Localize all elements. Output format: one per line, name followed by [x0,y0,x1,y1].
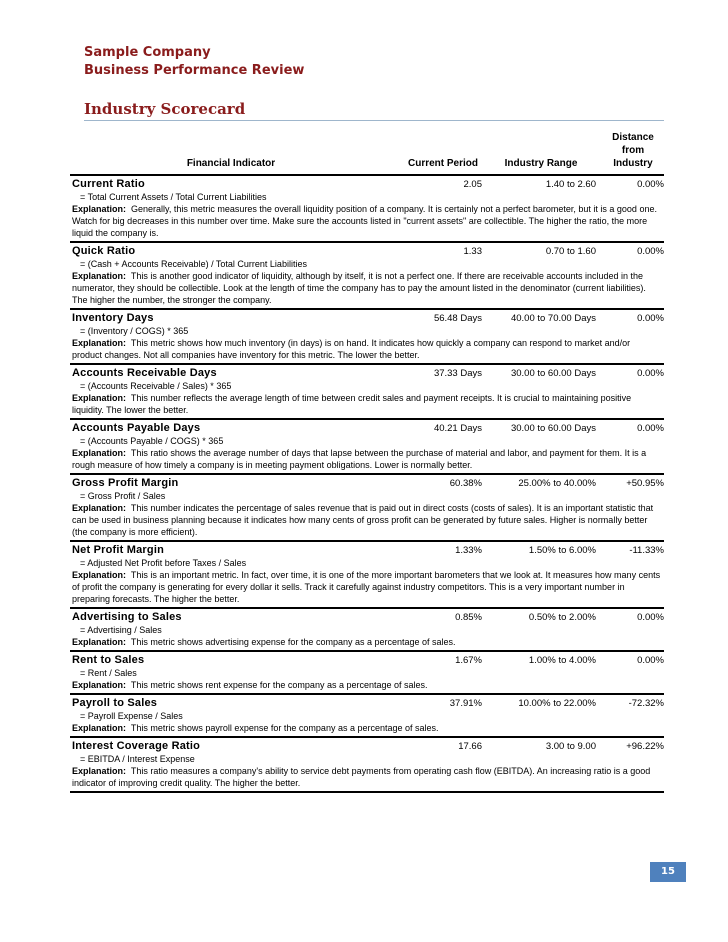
indicator-formula: = Payroll Expense / Sales [80,711,183,721]
indicator-formula: = (Accounts Receivable / Sales) * 365 [80,381,232,391]
explanation-text: This metric shows advertising expense for the company as a percentage of sales. [130,637,456,647]
indicator-name: Quick Ratio [72,245,136,257]
explanation-text: This ratio measures a company's ability to service debt payments from operating cash flow (EBITDA). An increasing ratio is a good indicator of improving credit quality. The higher the better. [72,766,651,788]
indicator-name: Payroll to Sales [72,697,158,709]
industry-range-value: 25.00% to 40.00% [518,478,596,489]
distance-value: +50.95% [626,478,664,489]
indicator-name: Gross Profit Margin [72,477,179,489]
current-period-value: 40.21 Days [433,423,482,434]
row-values [70,652,664,668]
scorecard-table [70,132,664,793]
table-row [70,609,664,652]
current-period-value: 1.67% [455,655,482,666]
current-period-value: 2.05 [463,179,482,190]
industry-range-value: 10.00% to 22.00% [518,698,596,709]
indicator-explanation [70,270,664,306]
industry-range-value: 30.00 to 60.00 Days [510,368,596,379]
indicator-name: Current Ratio [72,178,145,190]
indicator-explanation [70,203,664,239]
row-values [70,738,664,754]
distance-value: -11.33% [629,545,664,556]
explanation-label: Explanation: [72,271,127,281]
table-row [70,738,664,793]
col-indicator: Financial Indicator [186,158,276,169]
table-row [70,475,664,542]
explanation-label: Explanation: [72,570,127,580]
explanation-text: This ratio shows the average number of days that lapse between the purchase of material and labor, and payment for them. It is a rough measure of how timely a company is in meeting payment obligations. Lower is normally better. [72,448,647,470]
explanation-text: This is another good indicator of liquidity, although by itself, it is not a perfect one. If there are receivable accounts included in the numerator, they should be collectible. Look at the length of time the company has to pay the amount listed in the denominator (current liabilities). The higher the number, the stronger the company. [72,271,646,305]
table-row [70,310,664,365]
indicator-name: Accounts Receivable Days [72,367,217,379]
explanation-label: Explanation: [72,680,127,690]
industry-range-value: 30.00 to 60.00 Days [510,423,596,434]
indicator-name: Accounts Payable Days [72,422,201,434]
indicator-name: Advertising to Sales [72,611,182,623]
row-values [70,310,664,326]
explanation-label: Explanation: [72,338,127,348]
col-current-period: Current Period [407,158,478,169]
explanation-text: This number reflects the average length of time between credit sales and payment receipts. It is crucial to maintaining positive liquidity. The lower the better. [72,393,632,415]
indicator-formula: = Total Current Assets / Total Current Liabilities [80,192,267,202]
industry-range-value: 1.00% to 4.00% [528,655,596,666]
explanation-label: Explanation: [72,448,127,458]
current-period-value: 56.48 Days [433,313,482,324]
explanation-text: This number indicates the percentage of sales revenue that is paid out in direct costs (costs of sales). It is an important statistic that can be used in business planning because it indicates how many cents of gross profit can be generated by future sales. Higher is normally better (the company is more efficient). [72,503,654,537]
row-values [70,609,664,625]
indicator-formula: = (Inventory / COGS) * 365 [80,326,189,336]
indicator-formula: = (Cash + Accounts Receivable) / Total Current Liabilities [80,259,307,269]
indicator-name: Rent to Sales [72,654,145,666]
col-distance [600,131,666,170]
explanation-label: Explanation: [72,637,127,647]
company-name: Sample Company [84,45,211,60]
explanation-label: Explanation: [72,723,127,733]
indicator-formula: = Rent / Sales [80,668,137,678]
distance-value: 0.00% [637,612,664,623]
current-period-value: 17.66 [458,741,482,752]
row-values [70,475,664,491]
current-period-value: 0.85% [455,612,482,623]
indicator-explanation [70,636,664,648]
explanation-text: This metric shows payroll expense for the company as a percentage of sales. [130,723,439,733]
table-row [70,695,664,738]
company-title [84,44,304,80]
indicator-formula: = (Accounts Payable / COGS) * 365 [80,436,224,446]
current-period-value: 37.91% [449,698,482,709]
col-industry-range: Industry Range [504,158,578,169]
indicator-explanation [70,569,664,605]
current-period-value: 37.33 Days [433,368,482,379]
indicator-explanation [70,392,664,416]
distance-value: 0.00% [637,368,664,379]
row-values [70,542,664,558]
explanation-text: Generally, this metric measures the overall liquidity position of a company. It is certainly not a perfect barometer, but it is a good one. Watch for big decreases in this number over time. Make sure the accounts listed in "current assets" are collectible. The higher the ratio, the more liquid the company is. [72,204,657,238]
industry-range-value: 40.00 to 70.00 Days [510,313,596,324]
row-values [70,243,664,259]
table-row [70,652,664,695]
table-row [70,420,664,475]
header-divider [84,120,664,121]
current-period-value: 1.33 [463,246,482,257]
explanation-text: This metric shows how much inventory (in days) is on hand. It indicates how quickly a company can respond to market and/or product changes. Not all companies have inventory for this metric. The lower the better. [72,338,631,360]
industry-range-value: 0.50% to 2.00% [528,612,596,623]
indicator-explanation [70,502,664,538]
explanation-label: Explanation: [72,393,127,403]
explanation-label: Explanation: [72,503,127,513]
industry-range-value: 1.40 to 2.60 [545,179,596,190]
row-values [70,365,664,381]
distance-value: 0.00% [637,423,664,434]
current-period-value: 60.38% [449,478,482,489]
explanation-text: This is an important metric. In fact, over time, it is one of the more important barometers that we look at. It measures how many cents of profit the company is generating for every dollar it sells. Track it carefully against industry competitors. This is a very important number in preparing forecasts. The higher the better. [72,570,661,604]
explanation-text: This metric shows rent expense for the company as a percentage of sales. [130,680,428,690]
table-row [70,365,664,420]
explanation-label: Explanation: [72,766,127,776]
indicator-formula: = EBITDA / Interest Expense [80,754,195,764]
row-values [70,695,664,711]
indicator-formula: = Advertising / Sales [80,625,162,635]
industry-range-value: 1.50% to 6.00% [528,545,596,556]
indicator-explanation [70,337,664,361]
row-values [70,420,664,436]
row-values [70,176,664,192]
indicator-explanation [70,447,664,471]
distance-value: -72.32% [628,698,664,709]
table-row [70,176,664,243]
table-row [70,243,664,310]
indicator-formula: = Adjusted Net Profit before Taxes / Sales [80,558,247,568]
distance-value: +96.22% [626,741,664,752]
distance-value: 0.00% [637,313,664,324]
report-title: Business Performance Review [84,63,305,78]
col-distance-line2: from [621,145,645,156]
col-distance-line3: Industry [613,158,653,169]
table-body [70,176,664,793]
industry-range-value: 0.70 to 1.60 [545,246,596,257]
table-header [70,132,664,176]
distance-value: 0.00% [637,655,664,666]
indicator-explanation [70,722,664,734]
indicator-name: Inventory Days [72,312,154,324]
indicator-explanation [70,679,664,691]
explanation-label: Explanation: [72,204,127,214]
distance-value: 0.00% [637,179,664,190]
table-row [70,542,664,609]
indicator-name: Interest Coverage Ratio [72,740,201,752]
current-period-value: 1.33% [455,545,482,556]
section-title: Industry Scorecard [84,100,246,118]
page-number: 15 [650,862,686,882]
col-distance-line1: Distance [612,132,654,143]
industry-range-value: 3.00 to 9.00 [545,741,596,752]
indicator-explanation [70,765,664,789]
indicator-formula: = Gross Profit / Sales [80,491,166,501]
indicator-name: Net Profit Margin [72,544,165,556]
distance-value: 0.00% [637,246,664,257]
